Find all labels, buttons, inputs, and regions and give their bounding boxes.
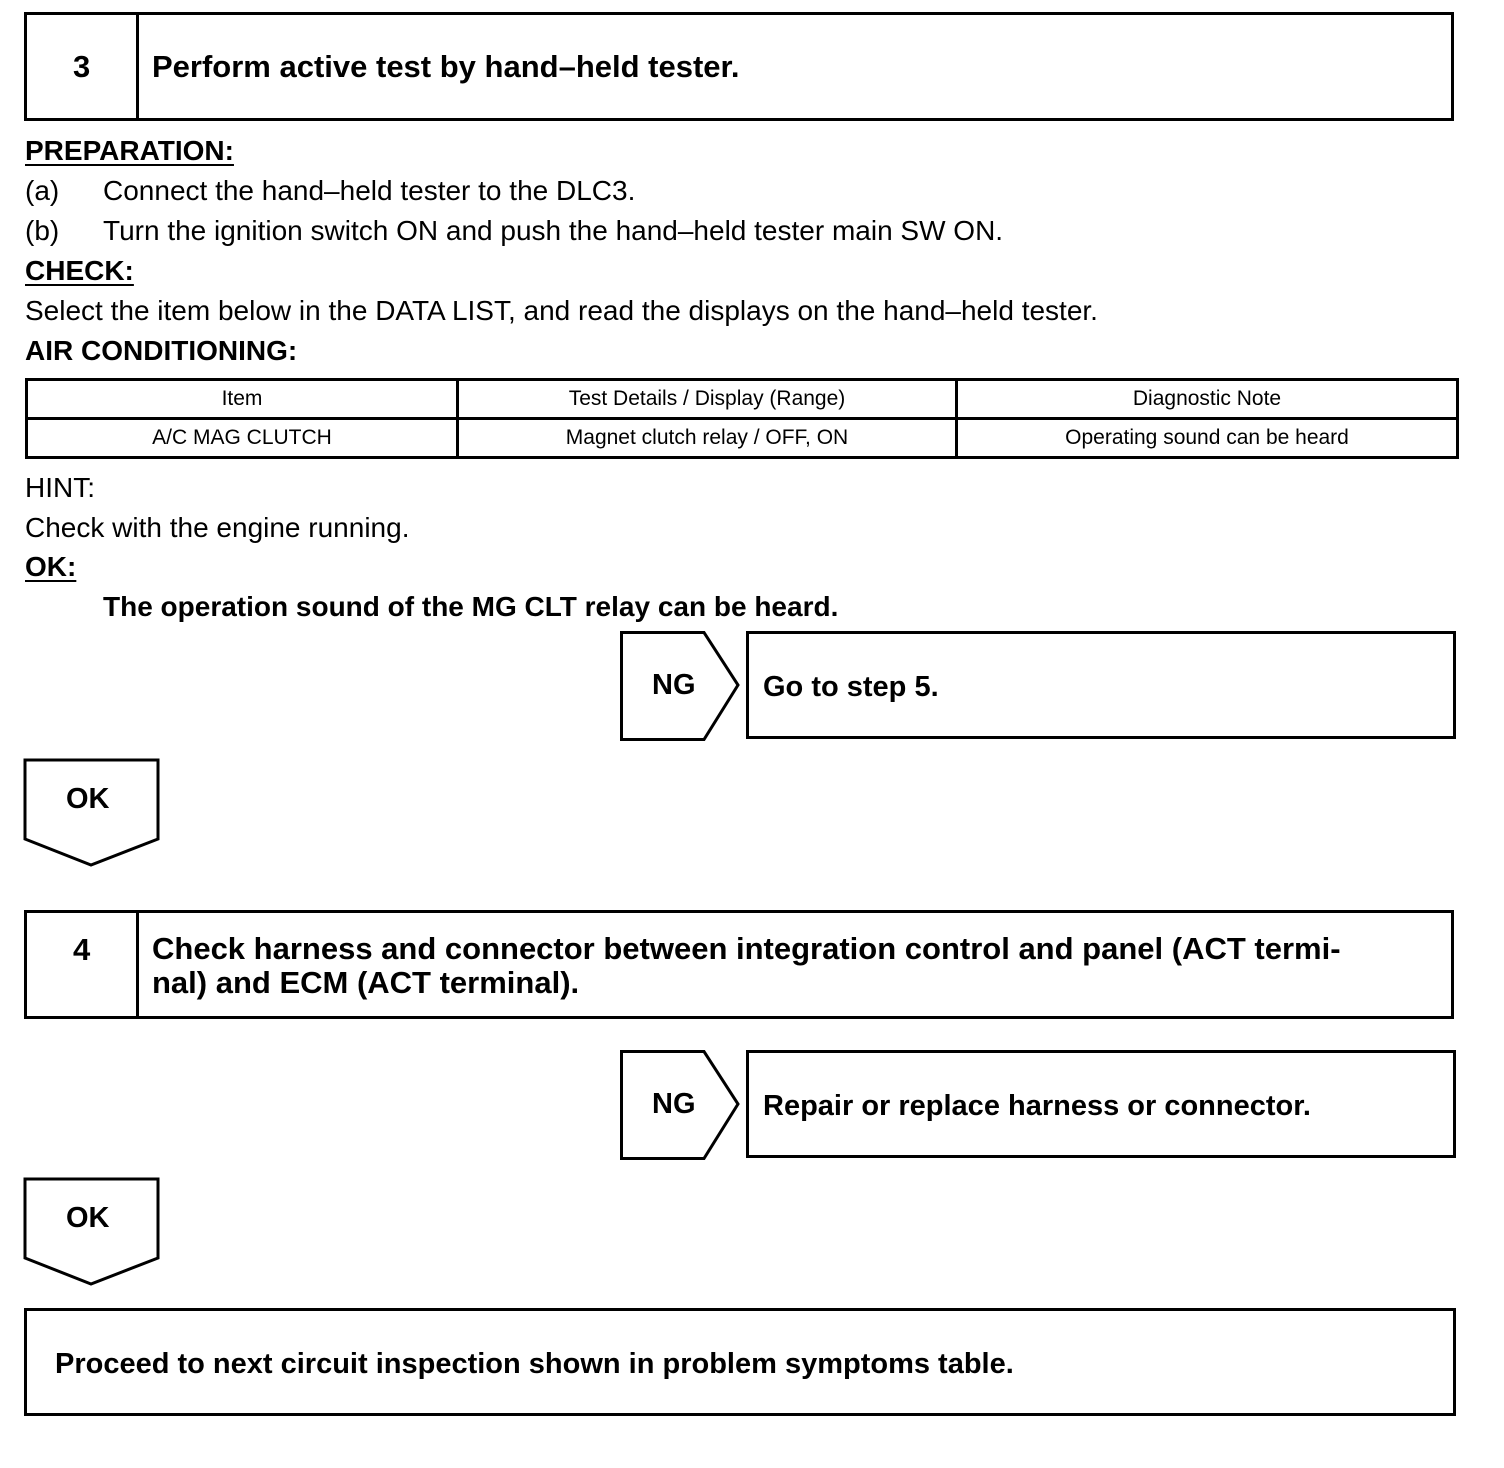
ng-action-text: Repair or replace harness or connector. xyxy=(763,1090,1311,1122)
preparation-heading: PREPARATION: xyxy=(25,135,234,166)
ng-action-box xyxy=(746,1050,1456,1158)
step-title-line-2: nal) and ECM (ACT terminal). xyxy=(152,965,580,1000)
data-list-table xyxy=(25,378,1459,459)
step-4-header xyxy=(24,910,1454,1019)
ng-label: NG xyxy=(652,669,696,701)
table-header-cell: Diagnostic Note xyxy=(957,380,1458,419)
preparation-item-b-label: (b) xyxy=(25,215,60,246)
step-title: Perform active test by hand–held tester. xyxy=(152,49,740,84)
table-header-cell: Test Details / Display (Range) xyxy=(458,380,957,419)
ok-label: OK xyxy=(66,1202,110,1234)
ng-label: NG xyxy=(652,1088,696,1120)
final-action-text: Proceed to next circuit inspection shown in problem symptoms table. xyxy=(55,1348,1014,1380)
table-row xyxy=(27,419,1458,458)
step-title-line-1: Check harness and connector between integration control and panel (ACT termi- xyxy=(152,931,1341,966)
step-3-header xyxy=(24,12,1454,121)
ok-label: OK xyxy=(66,783,110,815)
preparation-item-b-text: Turn the ignition switch ON and push the hand–held tester main SW ON. xyxy=(103,215,1004,246)
hint-heading: HINT: xyxy=(25,472,95,503)
check-heading: CHECK: xyxy=(25,255,134,286)
table-cell: Magnet clutch relay / OFF, ON xyxy=(458,419,957,458)
table-header-cell: Item xyxy=(27,380,458,419)
ng-action-box xyxy=(746,631,1456,739)
final-action-box xyxy=(24,1308,1456,1416)
table-cell: Operating sound can be heard xyxy=(957,419,1458,458)
step-title xyxy=(152,932,1437,1000)
air-conditioning-heading: AIR CONDITIONING: xyxy=(25,335,298,366)
ok-heading: OK: xyxy=(25,551,77,582)
step-number: 3 xyxy=(27,15,139,118)
check-text: Select the item below in the DATA LIST, and read the displays on the hand–held tester. xyxy=(25,295,1098,326)
table-header-row xyxy=(27,380,1458,419)
ok-result-text: The operation sound of the MG CLT relay can be heard. xyxy=(103,591,839,622)
step-number: 4 xyxy=(27,913,139,1016)
preparation-item-a-label: (a) xyxy=(25,175,60,206)
table-cell: A/C MAG CLUTCH xyxy=(27,419,458,458)
hint-text: Check with the engine running. xyxy=(25,512,410,543)
preparation-item-a-text: Connect the hand–held tester to the DLC3. xyxy=(103,175,636,206)
ng-action-text: Go to step 5. xyxy=(763,671,939,703)
